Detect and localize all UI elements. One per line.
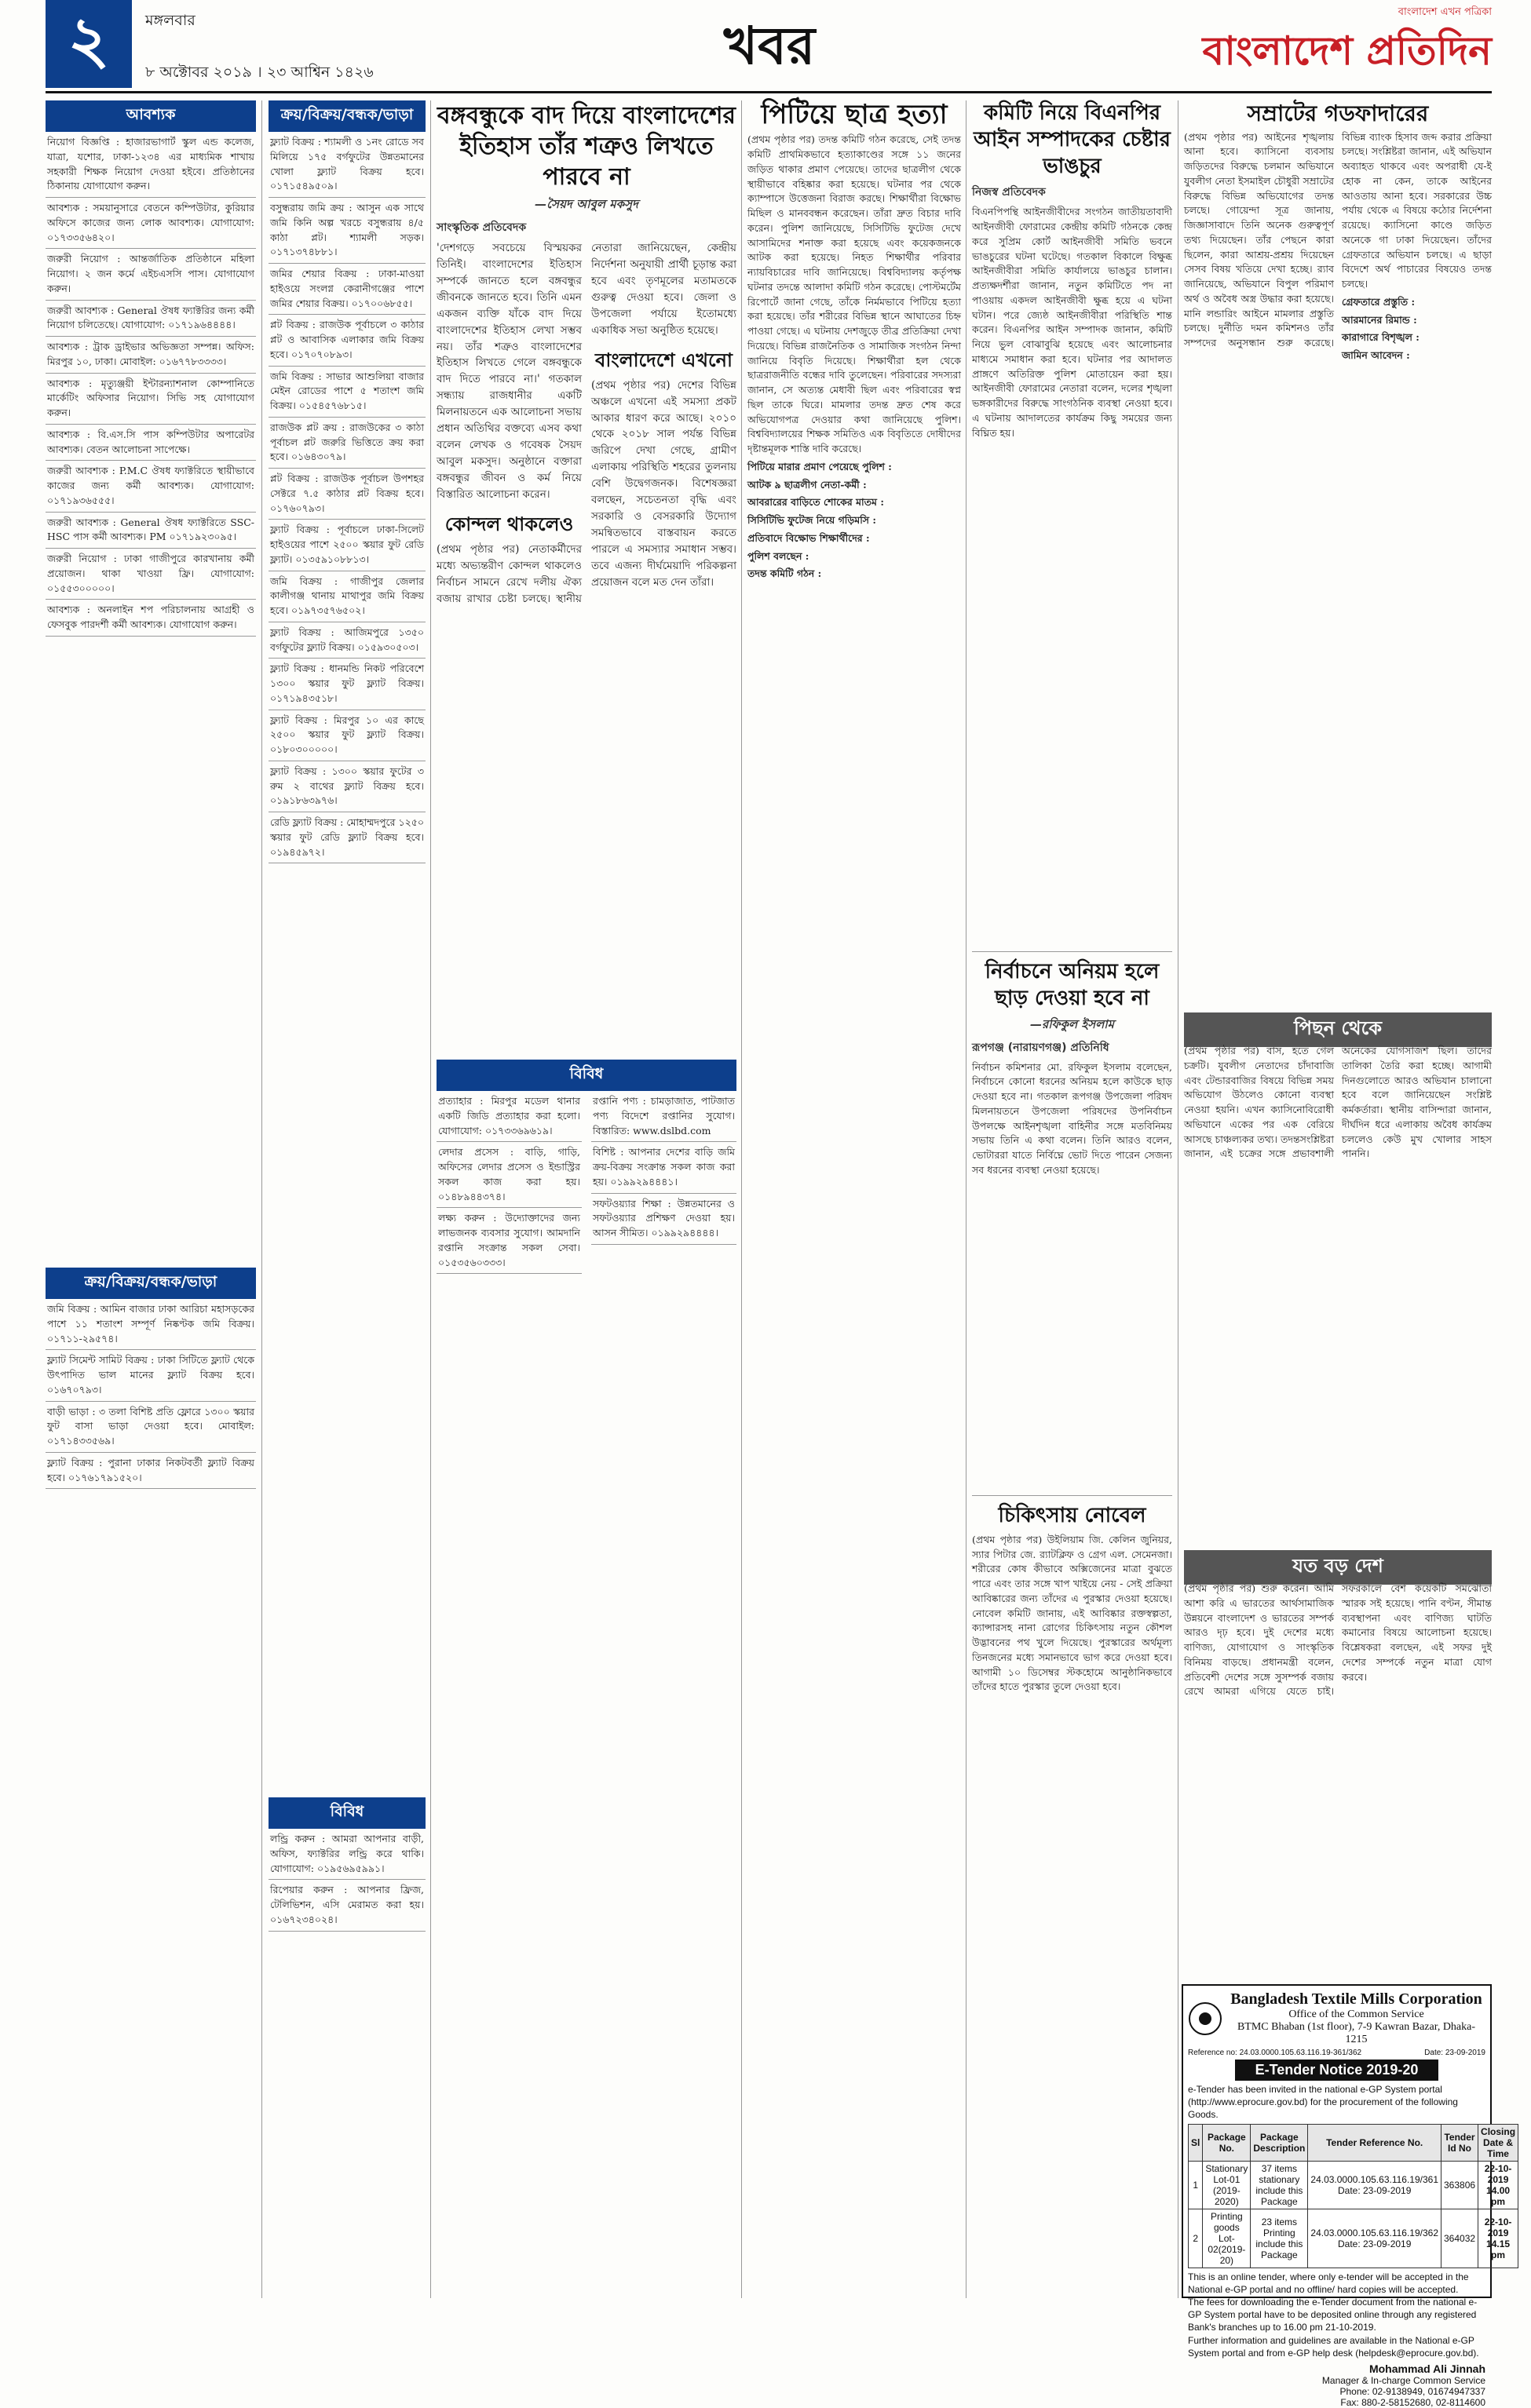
classified-ad: আবশ্যক : অনলাইন শপ পরিচালনায় আগ্রহী ও ফেসবুক পারদর্শী কর্মী আবশ্যক। যোগাযোগ করুন। [46,600,256,637]
classified-ad: বাড়ী ভাড়া : ৩ তলা বিশিষ্ট প্রতি ফ্লোরে ১৩০০ স্কয়ার ফুট বাসা ভাড়া দেওয়া হবে। মোবাইল: ০১৭১৪৩৩৫৬৯। [46,1402,256,1453]
story-divider [972,1495,1172,1496]
classified-ad: আবশ্যক : বি.এস.সি পাস কম্পিউটার অপারেটর আবশ্যক। বেতন আলোচনা সাপেক্ষে। [46,425,256,462]
classified-ad: জরুরী নিয়োগ : ঢাকা গাজীপুরে কারখানায় কর্মী প্রয়োজন। থাকা খাওয়া ফ্রি। যোগাযোগ: ০১৫৫৩০০০০০। [46,549,256,600]
story-body [437,240,736,607]
classified-list [46,132,256,637]
tender-cell: Printing goods Lot-02(2019-20) [1203,2209,1251,2268]
story-subhead: গ্রেফতারে প্রস্তুতি : [1342,295,1416,308]
tender-cell: 363806 [1441,2161,1478,2209]
tender-cell: 24.03.0000.105.63.116.19/362 Date: 23-09-2019 [1308,2209,1441,2268]
story-subhead: কারাগারে বিশৃঙ্খল : [1342,331,1420,344]
classified-ad: ফ্ল্যাট বিক্রয় : ধানমন্ডি নিকট পরিবেশে ১৩০০ স্কয়ার ফুট ফ্ল্যাট বিক্রয়। ০১৭১৯৪৩৫১৮। [269,659,426,710]
header-rule [46,91,1492,93]
story-headline-bar[interactable]: পিছন থেকে [1184,1012,1492,1047]
story-subhead: পুলিশ বলছেন : [747,549,809,562]
tender-signatory-title: Manager & In-charge Common Service [1321,2374,1485,2386]
story-pichone [1184,1044,1492,1546]
classified-ad: জমি বিক্রয় : গাজীপুর জেলার কালীগঞ্জ থানায় মাথাপুর জমি বিক্রয় হবে। ০১৯৭৩৫৭৬৫০২। [269,571,426,622]
tender-table-body [1189,2161,1518,2268]
classified-ad: প্লট বিক্রয় : রাজউক পূর্বাচলে ৩ কাঠার প্লট ও আবাসিক এলাকার জমি বিক্রয় হবে। ০১৭০৭০৮৯৩। [269,315,426,366]
classified-ad: প্লট বিক্রয় : রাজউক পূর্বাচল উপশহর সেক্টরে ৭.৫ কাঠার প্লট বিক্রয় হবে। ০১৭৬০৭৯৩। [269,469,426,520]
story-body [747,133,961,582]
tender-signature [1188,2362,1485,2408]
story-headline[interactable]: নির্বাচনে অনিয়ম হলে ছাড় দেওয়া হবে না [985,960,1160,1010]
classifieds-column-1 [46,100,256,1239]
classified-ad: বিশিষ্ট : আপনার দেশের বাড়ি জমি ক্রয়-বিক্রয় সংক্রান্ত সকল কাজ করা হয়। ০১৯৯২৯৪৪৪১। [591,1142,736,1193]
classifieds-column-2b [269,1797,426,2300]
classified-ad: রপ্তানি পণ্য : চামড়াজাত, পাটজাত পণ্য বিদেশে রপ্তানির সুযোগ। বিস্তারিত: www.dslbd.com [591,1091,736,1142]
classifieds-heading: বিবিধ [269,1797,426,1829]
column-divider [741,100,742,2298]
tender-cell: 37 items stationary include this Package [1251,2161,1308,2209]
tender-table-header [1189,2124,1518,2161]
classified-ad: সফটওয়্যার শিক্ষা : উন্নতমানের ও সফটওয়্যার প্রশিক্ষণ দেওয়া হয়। আসন সীমিত। ০১৯৯২৯৪৪৪৪। [591,1194,736,1245]
story-byline: সাংস্কৃতিক প্রতিবেদক [437,221,527,234]
classified-ad: জরুরী নিয়োগ : আন্তর্জাতিক প্রতিষ্ঠানে মহিলা নিয়োগ। ২ জন কর্মে এইচএসসি পাস। যোগাযোগ করুন। [46,249,256,300]
story-byline: রূপগঞ্জ (নারায়ণগঞ্জ) প্রতিনিধি [972,1041,1109,1054]
classified-ad: রেডি ফ্ল্যাট বিক্রয় : মোহাম্মদপুরে ১২৫০ স্কয়ার ফুট রেডি ফ্ল্যাট বিক্রয় হবে। ০১৯৪৫৯৭২। [269,812,426,863]
story-body [1184,130,1492,363]
tender-org: Bangladesh Textile Mills Corporation [1230,1990,1482,2008]
story-text: (প্রথম পৃষ্ঠার পর) আইনের শৃঙ্খলায় আনা হবে। ক্যাসিনো ব্যবসায় জড়িতদের বিরুদ্ধে চলমান অভিযানে যুবলীগ নেতা ইসমাইল চৌধুরী সম্রাটের বিরুদ্ধে বিভিন্ন অভিযোগের তদন্ত চলছে। গোয়েন্দা সূত্র জানায়, জিজ্ঞাসাবাদে তিনি অনেক গুরুত্বপূর্ণ তথ্য দিয়েছেন। তাঁর পেছনে কারা ছিলেন, কারা আশ্রয়-প্রশ্রয় দিয়েছেন সেসব বিষয় খতিয়ে দেখা হচ্ছে। র‌্যাব জানিয়েছে, অভিযানে বিপুল পরিমাণ অর্থ ও অবৈধ অস্ত্র উদ্ধার করা হয়েছে। মানি লন্ডারিং আইনে মামলার প্রস্তুতি চলছে। দুর্নীতি দমন কমিশনও তাঁর সম্পদের অনুসন্ধান শুরু করেছে। বিভিন্ন ব্যাংক হিসাব জব্দ করার প্রক্রিয়া চলছে। সংশ্লিষ্টরা জানান, এই অভিযান অব্যাহত থাকবে এবং অপরাধী যে-ই হোক না কেন, তাকে আইনের আওতায় আনা হবে। সরকারের উচ্চ পর্যায় থেকে এ বিষয়ে কঠোর নির্দেশনা রয়েছে। ক্যাসিনো কাণ্ডে জড়িত অনেকে গা ঢাকা দিয়েছেন। তাঁদের গ্রেফতারে অভিযান চলছে। এ ছাড়া বিদেশে অর্থ পাচারের বিষয়েও তদন্ত চলছে। [1184,130,1492,349]
story-bnp [972,100,1172,948]
tender-date: Date: 23-09-2019 [1424,2049,1485,2057]
story-nobel [972,1503,1172,2296]
masthead-logo[interactable]: বাংলাদেশ প্রতিদিন [1202,28,1492,74]
classified-list [269,132,426,863]
date-line: ৮ অক্টোবর ২০১৯ । ২৩ আশ্বিন ১৪২৬ [145,64,374,81]
classified-ad: জমি বিক্রয় : সাভার আশুলিয়া বাজার মেইন রোডের পাশে ৫ শতাংশ জমি বিক্রয়। ০১৫৪৫৭৬৮১৫। [269,367,426,418]
story-subhead: সিসিটিভি ফুটেজ নিয়ে গড়িমসি : [747,514,877,527]
story-bangabandhu [437,100,736,1054]
column-divider [430,100,431,2298]
classifieds-heading: ক্রয়/বিক্রয়/বন্ধক/ভাড়া [46,1268,256,1299]
tender-column-header: Package Description [1251,2124,1308,2161]
story-headline[interactable]: কোন্দল থাকলেও [444,512,574,535]
story-pitiye [747,100,961,2298]
tender-note-2: The fees for downloading the e-Tender document from the national e-GP System portal have to be deposited online through any registered Bank's branches up to 16.00 pm 21-10-2019. [1188,2296,1478,2333]
classifieds-heading: ক্রয়/বিক্রয়/বন্ধক/ভাড়া [269,100,426,132]
classified-ad: ফ্ল্যাট বিক্রয় : মিরপুর ১০ এর কাছে ২৫০০ স্কয়ার ফুট ফ্ল্যাট বিক্রয়। ০১৮০৩০০০০০। [269,710,426,761]
tender-cell: 23 items Printing include this Package [1251,2209,1308,2268]
classified-ad: জমির শেয়ার বিক্রয় : ঢাকা-মাওয়া হাইওয়ে সংলগ্ন কেরানীগঞ্জের পাশে জমির শেয়ার বিক্রয়। ০১৭০০৬৮৫৫। [269,264,426,315]
classifieds-column-1b [46,1268,256,2304]
story-election [972,959,1172,1493]
story-headline[interactable]: পিটিয়ে ছাত্র হত্যা [761,99,948,130]
page-number: ২ [46,0,132,88]
story-headline[interactable]: বঙ্গবন্ধুকে বাদ দিয়ে বাংলাদেশের ইতিহাস তাঁর শত্রুও লিখতে পারবে না [437,102,736,191]
story-text: (প্রথম পৃষ্ঠার পর) তদন্ত কমিটি গঠন করেছে, সেই তদন্ত কমিটি প্রাথমিকভাবে হত্যাকাণ্ডের সঙ্গে ১১ জনের জড়িত থাকার প্রমাণ পেয়েছে। তাদের ছাত্রলীগ থেকে স্থায়ীভাবে বহিষ্কার করা হয়েছে। ঘটনার পর থেকে ক্যাম্পাসে উত্তেজনা বিরাজ করছে। শিক্ষার্থীরা বিক্ষোভ মিছিল ও মানববন্ধন করেছেন। তাঁরা দ্রুত বিচার দাবি করেন। পুলিশ জানিয়েছে, সিসিটিভি ফুটেজ দেখে আসামিদের শনাক্ত করা হয়েছে এবং কয়েকজনকে আটক করা হয়েছে। নিহত শিক্ষার্থীর পরিবার ন্যায়বিচারের দাবি জানিয়েছে। বিশ্ববিদ্যালয় কর্তৃপক্ষ ঘটনার তদন্তে আলাদা কমিটি গঠন করেছে। পোস্টমর্টেম রিপোর্টে জানা গেছে, তাঁকে নির্মমভাবে পিটিয়ে হত্যা করা হয়েছে। তাঁর শরীরের বিভিন্ন স্থানে আঘাতের চিহ্ন পাওয়া গেছে। এ ঘটনায় দেশজুড়ে তীব্র প্রতিক্রিয়া দেখা দিয়েছে। বিভিন্ন রাজনৈতিক ও সামাজিক সংগঠন নিন্দা জানিয়ে বিবৃতি দিয়েছে। শিক্ষার্থীরা হল থেকে ছাত্ররাজনীতি বন্ধের দাবি তুলেছেন। পরিবারের সদস্যরা জানান, সে অত্যন্ত মেধাবী ছিল এবং পরিবারের স্বপ্ন ছিল তাকে ঘিরে। মামলার তদন্ত দ্রুত শেষ করে অভিযোগপত্র দেওয়ার কথা জানিয়েছে পুলিশ। বিশ্ববিদ্যালয়ের শিক্ষক সমিতিও এক বিবৃতিতে দোষীদের দৃষ্টান্তমূলক শাস্তি দাবি করেছে। [747,133,961,455]
classified-ad: রাজউক প্লট ক্রয় : রাজউকের ৩ কাঠা পূর্বাচল প্লট জরুরি ভিত্তিতে ক্রয় করা হবে। ০১৬৪৩০৭৯। [269,418,426,469]
story-subhead: পিটিয়ে মারার প্রমাণ পেয়েছে পুলিশ : [747,460,892,472]
tender-note-1: This is an online tender, where only e-tender will be accepted in the National e-GP portal and no offline/ hard copies will be accepted. [1188,2271,1469,2295]
tender-column-header: Tender Id No [1441,2124,1478,2161]
story-headline[interactable]: সম্রাটের গডফাদারের [1247,100,1429,126]
classified-ad: জমি বিক্রয় : আমিন বাজার ঢাকা আরিচা মহাসড়কের পাশে ১১ শতাংশ সম্পূর্ণ নিষ্কণ্টক জমি বিক্রয়। ০১৭১১-২৯৫৭৪। [46,1299,256,1350]
btmc-logo-icon [1188,2001,1222,2036]
tender-header [1188,1990,1485,2046]
tender-column-header: Package No. [1203,2124,1251,2161]
tender-cell: 2 [1189,2209,1203,2268]
tender-intro: e-Tender has been invited in the national e-GP System portal (http://www.eprocure.gov.bd) for the procurement of the following Goods. [1188,2084,1458,2121]
story-divider [972,951,1172,952]
story-boro-deal [1184,1582,1492,1974]
story-byline: নিজস্ব প্রতিবেদক [972,186,1046,199]
classified-ad: আবশ্যক : সময়ানুসারে বেতনে কম্পিউটার, কুরিয়ার অফিসে কাজের জন্য লোক আবশ্যক। যোগাযোগ: ০১৭৩৩৫৬৪২০। [46,198,256,249]
story-subhead: আরমানের রিমান্ড : [1342,313,1417,326]
tender-fax: Fax: 880-2-58152680, 02-8114600 [1340,2396,1485,2408]
classifieds-heading: বিবিধ [437,1060,736,1091]
story-headline-bar[interactable]: যত বড় দেশ [1184,1550,1492,1585]
tender-note-3: Further information and guidelines are available in the National e-GP System portal and from e-GP help desk (helpdesk@eprocure.gov.bd). [1188,2334,1479,2359]
classified-ad: আবশ্যক : মৃত্যুঞ্জয়ী ইন্টারন্যাশনাল কোম্পানিতে মার্কেটিং অফিসার নিয়োগ। সিভি সহ যোগাযোগ করুন। [46,374,256,425]
story-subhead: প্রতিবাদে বিক্ষোভ শিক্ষার্থীদের : [747,531,870,544]
classified-ad: লক্ষ্য করুন : উদ্যোক্তাদের জন্য লাভজনক ব্যবসার সুযোগ। আমদানি রপ্তানি সংক্রান্ত সকল সেবা। ০১৫৩৫৬০৩৩৩। [437,1208,582,1274]
classified-ad: ফ্ল্যাট বিক্রয় : পুরানা ঢাকার নিকটবর্তী ফ্ল্যাট বিক্রয় হবে। ০১৭৬১৭৯১৫২০। [46,1453,256,1490]
story-kicker: —রফিকুল ইসলাম [1030,1016,1114,1031]
story-body: বিএনপিপন্থি আইনজীবীদের সংগঠন জাতীয়তাবাদী আইনজীবী ফোরামের কেন্দ্রীয় কমিটি গঠনকে কেন্দ্র করে সুপ্রিম কোর্ট আইনজীবী সমিতি ভবনে ভাঙচুরের ঘটনা ঘটেছে। গতকাল বিকালে বিক্ষুব্ধ আইনজীবীরা সমিতি কার্যালয়ে ভাঙচুর চালান। প্রত্যক্ষদর্শীরা জানান, নতুন কমিটিতে পদ না পাওয়ায় একদল আইনজীবী ক্ষুব্ধ হয়ে এ ঘটনা ঘটান। পরে জ্যেষ্ঠ আইনজীবীরা পরিস্থিতি শান্ত করেন। বিএনপির আইন সম্পাদক জানান, কমিটি নিয়ে ভুল বোঝাবুঝি হয়েছে এবং আলোচনার মাধ্যমে সমাধান করা হবে। ঘটনার পর আদালত প্রাঙ্গণে অতিরিক্ত পুলিশ মোতায়েন করা হয়। আইনজীবী ফোরামের নেতারা বলেন, দলের শৃঙ্খলা ভঙ্গকারীদের বিরুদ্ধে সাংগঠনিক ব্যবস্থা নেওয়া হবে। এ ঘটনায় আদালতের কার্যক্রম কিছু সময়ের জন্য বিঘ্নিত হয়। [972,206,1172,439]
classified-ad: প্রত্যাহার : মিরপুর মডেল থানার একটি জিডি প্রত্যাহার করা হলো। যোগাযোগ: ০১৭৩৩৬৯৬১৯। [437,1091,582,1142]
classified-ad: ফ্ল্যাট বিক্রয় : ১৩০০ স্কয়ার ফুটের ৩ রুম ২ বাথের ফ্ল্যাট বিক্রয় হবে। ০১৯১৮৬৩৯৭৬। [269,761,426,812]
tender-office: Office of the Common Service [1288,2008,1424,2020]
tender-ref-row [1188,2049,1485,2057]
tender-reference: Reference no: 24.03.0000.105.63.116.19-361/362 [1188,2049,1362,2057]
tender-notice-box [1182,1984,1516,2408]
tender-cell: Stationary Lot-01 (2019-2020) [1203,2161,1251,2209]
classified-list [437,1091,736,1274]
story-body: (প্রথম পৃষ্ঠার পর) শুরু করেন। আমি আশা করি এ ভারতের আর্থসামাজিক উন্নয়নে বাংলাদেশ ও ভারতের সম্পর্ক আরও দৃঢ় হবে। দুই দেশের মধ্যে বাণিজ্য, যোগাযোগ ও সাংস্কৃতিক বিনিময় বাড়ছে। প্রধানমন্ত্রী বলেন, প্রতিবেশী দেশের সঙ্গে সুসম্পর্ক বজায় রেখে আমরা এগিয়ে যেতে চাই। সফরকালে বেশ কয়েকটি সমঝোতা স্মারক সই হয়েছে। পানি বণ্টন, সীমান্ত ব্যবস্থাপনা এবং বাণিজ্য ঘাটতি কমানোর বিষয়ে আলোচনা হয়েছে। বিশ্লেষকরা বলছেন, এই সফর দুই দেশের সম্পর্কে নতুন মাত্রা যোগ করবে। [1184,1582,1492,1698]
story-subheads [747,460,961,582]
classified-ad: নিয়োগ বিজ্ঞপ্তি : হাজারভাগার্ট স্কুল এন্ড কলেজ, যাত্রা, যশোর, ঢাকা-১২৩৪ এর মাধ্যমিক শাখায় সহকারী শিক্ষক নিয়োগ দেওয়া হইবে। প্রতিষ্ঠানের ঠিকানায় যোগাযোগ করুন। [46,132,256,198]
classified-ad: আবশ্যক : ট্রাক ড্রাইভার অভিজ্ঞতা সম্পন্ন। অফিস: মিরপুর ১০, ঢাকা। মোবাইল: ০১৬৭৭৮৩৩৩৩। [46,337,256,374]
story-body: (প্রথম পৃষ্ঠার পর) উইলিয়াম জি. কেলিন জুনিয়র, স্যার পিটার জে. র‌্যাটক্লিফ ও গ্রেগ এল. সেমেনজা। শরীরের কোষ কীভাবে অক্সিজেনের মাত্রা বুঝতে পারে এবং তার সঙ্গে খাপ খাইয়ে নেয় - সেই প্রক্রিয়া আবিষ্কারের জন্য তাঁদের এ পুরস্কার দেওয়া হয়েছে। নোবেল কমিটি জানায়, এই আবিষ্কার রক্তস্বল্পতা, ক্যান্সারসহ নানা রোগের চিকিৎসায় নতুন কৌশল উদ্ভাবনের পথ খুলে দিয়েছে। পুরস্কারের অর্থমূল্য তিনজনের মধ্যে সমানভাবে ভাগ করে দেওয়া হবে। আগামী ১০ ডিসেম্বর স্টকহোমে আনুষ্ঠানিকভাবে তাঁদের হাতে পুরস্কার তুলে দেওয়া হবে। [972,1533,1172,1693]
story-subhead: আটক ৯ ছাত্রলীগ নেতা-কর্মী : [747,478,867,491]
classified-list [46,1299,256,1489]
tender-notice-title: E-Tender Notice 2019-20 [1235,2060,1438,2081]
classifieds-column-2 [269,100,426,1772]
classified-ad: জরুরী আবশ্যক : General ঔষধ ফ্যাক্টরির জন্য কর্মী নিয়োগ চলিতেছে। যোগাযোগ: ০১৭১৯৬৪৪৪৪। [46,301,256,337]
tender-cell: 22-10-2019 14.00 pm [1478,2161,1518,2209]
classifieds-column-3 [437,1060,736,2300]
tender-table [1188,2124,1518,2268]
story-body: নির্বাচন কমিশনার মো. রফিকুল ইসলাম বলেছেন, নির্বাচনে কোনো ধরনের অনিয়ম হলে কাউকে ছাড় দেওয়া হবে না। গতকাল রূপগঞ্জ উপজেলা পরিষদ মিলনায়তনে উপজেলা পরিষদের উপনির্বাচন উপলক্ষে আইনশৃঙ্খলা বাহিনীর সঙ্গে মতবিনিময় সভায় তিনি এ কথা বলেন। তিনি আরও বলেন, ভোটাররা যাতে নির্বিঘ্নে ভোট দিতে পারেন সেজন্য সব ধরনের ব্যবস্থা নেওয়া হয়েছে। [972,1060,1172,1176]
classified-ad: ফ্ল্যাট বিক্রয় : আজিমপুরে ১৩৫০ বর্গফুটের ফ্ল্যাট বিক্রয়। ০১৫৯৩০৫০৩। [269,622,426,659]
story-samrat [1184,100,1492,1003]
story-text: (প্রথম পৃষ্ঠার পর) নেতাকর্মীদের মধ্যে অভ্যন্তরীণ কোন্দল থাকলেও নির্বাচন সামনে রেখে দলীয় ঐক্য বজায় রাখার চেষ্টা চলছে। স্থানীয় নেতারা জানিয়েছেন, কেন্দ্রীয় নির্দেশনা অনুযায়ী প্রার্থী চূড়ান্ত করা হবে এবং তৃণমূলের মতামতকে গুরুত্ব দেওয়া হবে। জেলা ও উপজেলা পর্যায়ে ইতোমধ্যে একাধিক সভা অনুষ্ঠিত হয়েছে। [437,242,736,605]
tender-column-header: Tender Reference No. [1308,2124,1441,2161]
tender-row [1189,2161,1518,2209]
story-kicker: —সৈয়দ আবুল মকসুদ [535,197,638,211]
classified-ad: ফ্ল্যাট সিমেন্ট সামিট বিক্রয় : ঢাকা সিটিতে ফ্ল্যাট থেকে উৎপাদিত ভাল মানের ফ্ল্যাট বিক্রয় হবে। ০১৬৭০৭৯৩। [46,1350,256,1401]
classified-ad: ফ্ল্যাট বিক্রয় : শ্যামলী ও ১নং রোডে সব মিলিয়ে ১৭৫ বর্গফুটের উন্নতমানের খোলা ফ্ল্যাট বিক্রয় হবে। ০১৭১৫৪৯৫০৯। [269,132,426,198]
section-title: খবর [723,15,816,76]
tender-cell: 24.03.0000.105.63.116.19/361 Date: 23-09-2019 [1308,2161,1441,2209]
story-subhead: আবরারের বাড়িতে শোকের মাতম : [747,496,884,509]
tender-row [1189,2209,1518,2268]
classifieds-heading: আবশ্যক [46,100,256,132]
tender-signatory: Mohammad Ali Jinnah [1368,2362,1485,2375]
column-divider [261,100,262,2298]
classified-ad: লেদার প্রসেস : বাড়ি, গাড়ি, অফিসের লেদার প্রসেস ও ইন্ডাস্ট্রির সকল কাজ করা হয়। ০১৪৮৯৪৪৩৭৪। [437,1142,582,1208]
story-subhead: তদন্ত কমিটি গঠন : [747,567,822,580]
tender-address: BTMC Bhaban (1st floor), 7-9 Kawran Bazar, Dhaka-1215 [1237,2021,1476,2045]
classified-ad: লন্ড্রি করুন : আমরা আপনার বাড়ী, অফিস, ফ্যাক্টরির লন্ড্রি করে থাকি। যোগাযোগ: ০১৯৫৬৯৫৯৯১। [269,1829,426,1880]
weekday: মঙ্গলবার [145,12,195,29]
story-headline[interactable]: চিকিৎসায় নোবেল [998,1504,1146,1527]
classified-ad: বসুন্ধরায় জমি ক্রয় : আসুন এক সাথে জমি কিনি অল্প খরচে বসুন্ধরায় ৪/৫ কাঠা প্লট। শ্যামলী সড়ক। ০১৭১৩৭৪৮৮১। [269,198,426,264]
tender-cell: 22-10-2019 14.15 pm [1478,2209,1518,2268]
story-body: (প্রথম পৃষ্ঠার পর) বাস, হতে গেল চক্রটি। যুবলীগ নেতাদের চাঁদাবাজি এবং টেন্ডারবাজির বিষয়ে বিভিন্ন সময় অভিযোগ উঠলেও কোনো ব্যবস্থা নেওয়া হয়নি। এখন ক্যাসিনোবিরোধী অভিযানে একের পর এক বেরিয়ে আসছে চাঞ্চল্যকর তথ্য। তদন্তসংশ্লিষ্টরা জানান, এই চক্রের সঙ্গে প্রভাবশালী অনেকের যোগসাজশ ছিল। তাদের তালিকা তৈরি করা হচ্ছে। আগামী দিনগুলোতে আরও অভিযান চালানো হবে বলে জানিয়েছেন সংশ্লিষ্ট কর্মকর্তারা। স্থানীয় বাসিন্দারা জানান, দীর্ঘদিন ধরে এলাকায় অবৈধ কার্যক্রম চললেও কেউ মুখ খোলার সাহস পাননি। [1184,1045,1492,1160]
classified-ad: রিপেয়ার করুন : আপনার ফ্রিজ, টেলিভিশন, এসি মেরামত করা হয়। ০১৬৭২৩৪০২৪। [269,1880,426,1931]
story-subhead: জামিন আবেদন : [1342,349,1410,362]
logo-tagline: বাংলাদেশ এখন পত্রিকা [1398,6,1492,18]
classified-list [269,1829,426,1932]
story-headline[interactable]: বাংলাদেশে এখনো [595,348,733,371]
story-text: 'দেশগড়ে সবচেয়ে বিস্ময়কর তিনিই। বাংলাদেশের ইতিহাস সম্পর্কে জানতে হলে বঙ্গবন্ধুর জীবনকে জানতে হবে। তিনি এমন একজন ব্যক্তি যাঁকে বাদ দিয়ে বাংলাদেশের ইতিহাস লেখা সম্ভব নয়। তাঁর শত্রুও বাংলাদেশের ইতিহাস লিখতে গেলে বঙ্গবন্ধুকে বাদ দিতে পারবে না।' গতকাল সন্ধ্যায় রাজধানীর একটি মিলনায়তনে এক আলোচনা সভায় প্রধান অতিথির বক্তব্যে এসব কথা বলেন লেখক ও গবেষক সৈয়দ আবুল মকসুদ। অনুষ্ঠানে বক্তারা বঙ্গবন্ধুর জীবন ও কর্ম নিয়ে বিস্তারিত আলোচনা করেন। [437,242,582,501]
classified-ad: ফ্ল্যাট বিক্রয় : পূর্বাচলে ঢাকা-সিলেট হাইওয়ের পাশে ২৫০০ স্কয়ার ফুট রেডি ফ্ল্যাট। ০১৩৫৯১০৮৮১৩। [269,520,426,571]
story-subheads [1342,295,1492,363]
tender-cell: 364032 [1441,2209,1478,2268]
tender-cell: 1 [1189,2161,1203,2209]
story-text: (প্রথম পৃষ্ঠার পর) দেশের বিভিন্ন অঞ্চলে এখনো এই সমস্যা প্রকট আকার ধারণ করে আছে। ২০১০ থেকে ২০১৮ সাল পর্যন্ত বিভিন্ন জরিপে দেখা গেছে, গ্রামীণ এলাকায় পরিস্থিতি শহরের তুলনায় বেশি উদ্বেগজনক। বিশেষজ্ঞরা বলছেন, সচেতনতা বৃদ্ধি এবং সরকারি ও বেসরকারি উদ্যোগ সমন্বিতভাবে বাস্তবায়ন করতে পারলে এ সমস্যার সমাধান সম্ভব। তবে এজন্য দীর্ঘমেয়াদি পরিকল্পনা প্রয়োজন বলে মত দেন তাঁরা। [591,378,736,589]
story-headline[interactable]: কমিটি নিয়ে বিএনপির আইন সম্পাদকের চেষ্টার ভাঙচুর [974,101,1171,178]
tender-phone: Phone: 02-9138949, 01674947337 [1339,2385,1485,2397]
tender-column-header: Closing Date & Time [1478,2124,1518,2161]
tender-column-header: Sl [1189,2124,1203,2161]
classified-ad: জরুরী আবশ্যক : General ঔষধ ফ্যাক্টরিতে SSC-HSC পাস কর্মী আবশ্যক। PM ০১৭১৯২৩০৯৫। [46,513,256,549]
classified-ad: জরুরী আবশ্যক : P.M.C ঔষধ ফ্যাক্টরিতে স্থায়ীভাবে কাজের জন্য কর্মী আবশ্যক। যোগাযোগ: ০১৭১৯৩৬৫৫৫। [46,461,256,512]
